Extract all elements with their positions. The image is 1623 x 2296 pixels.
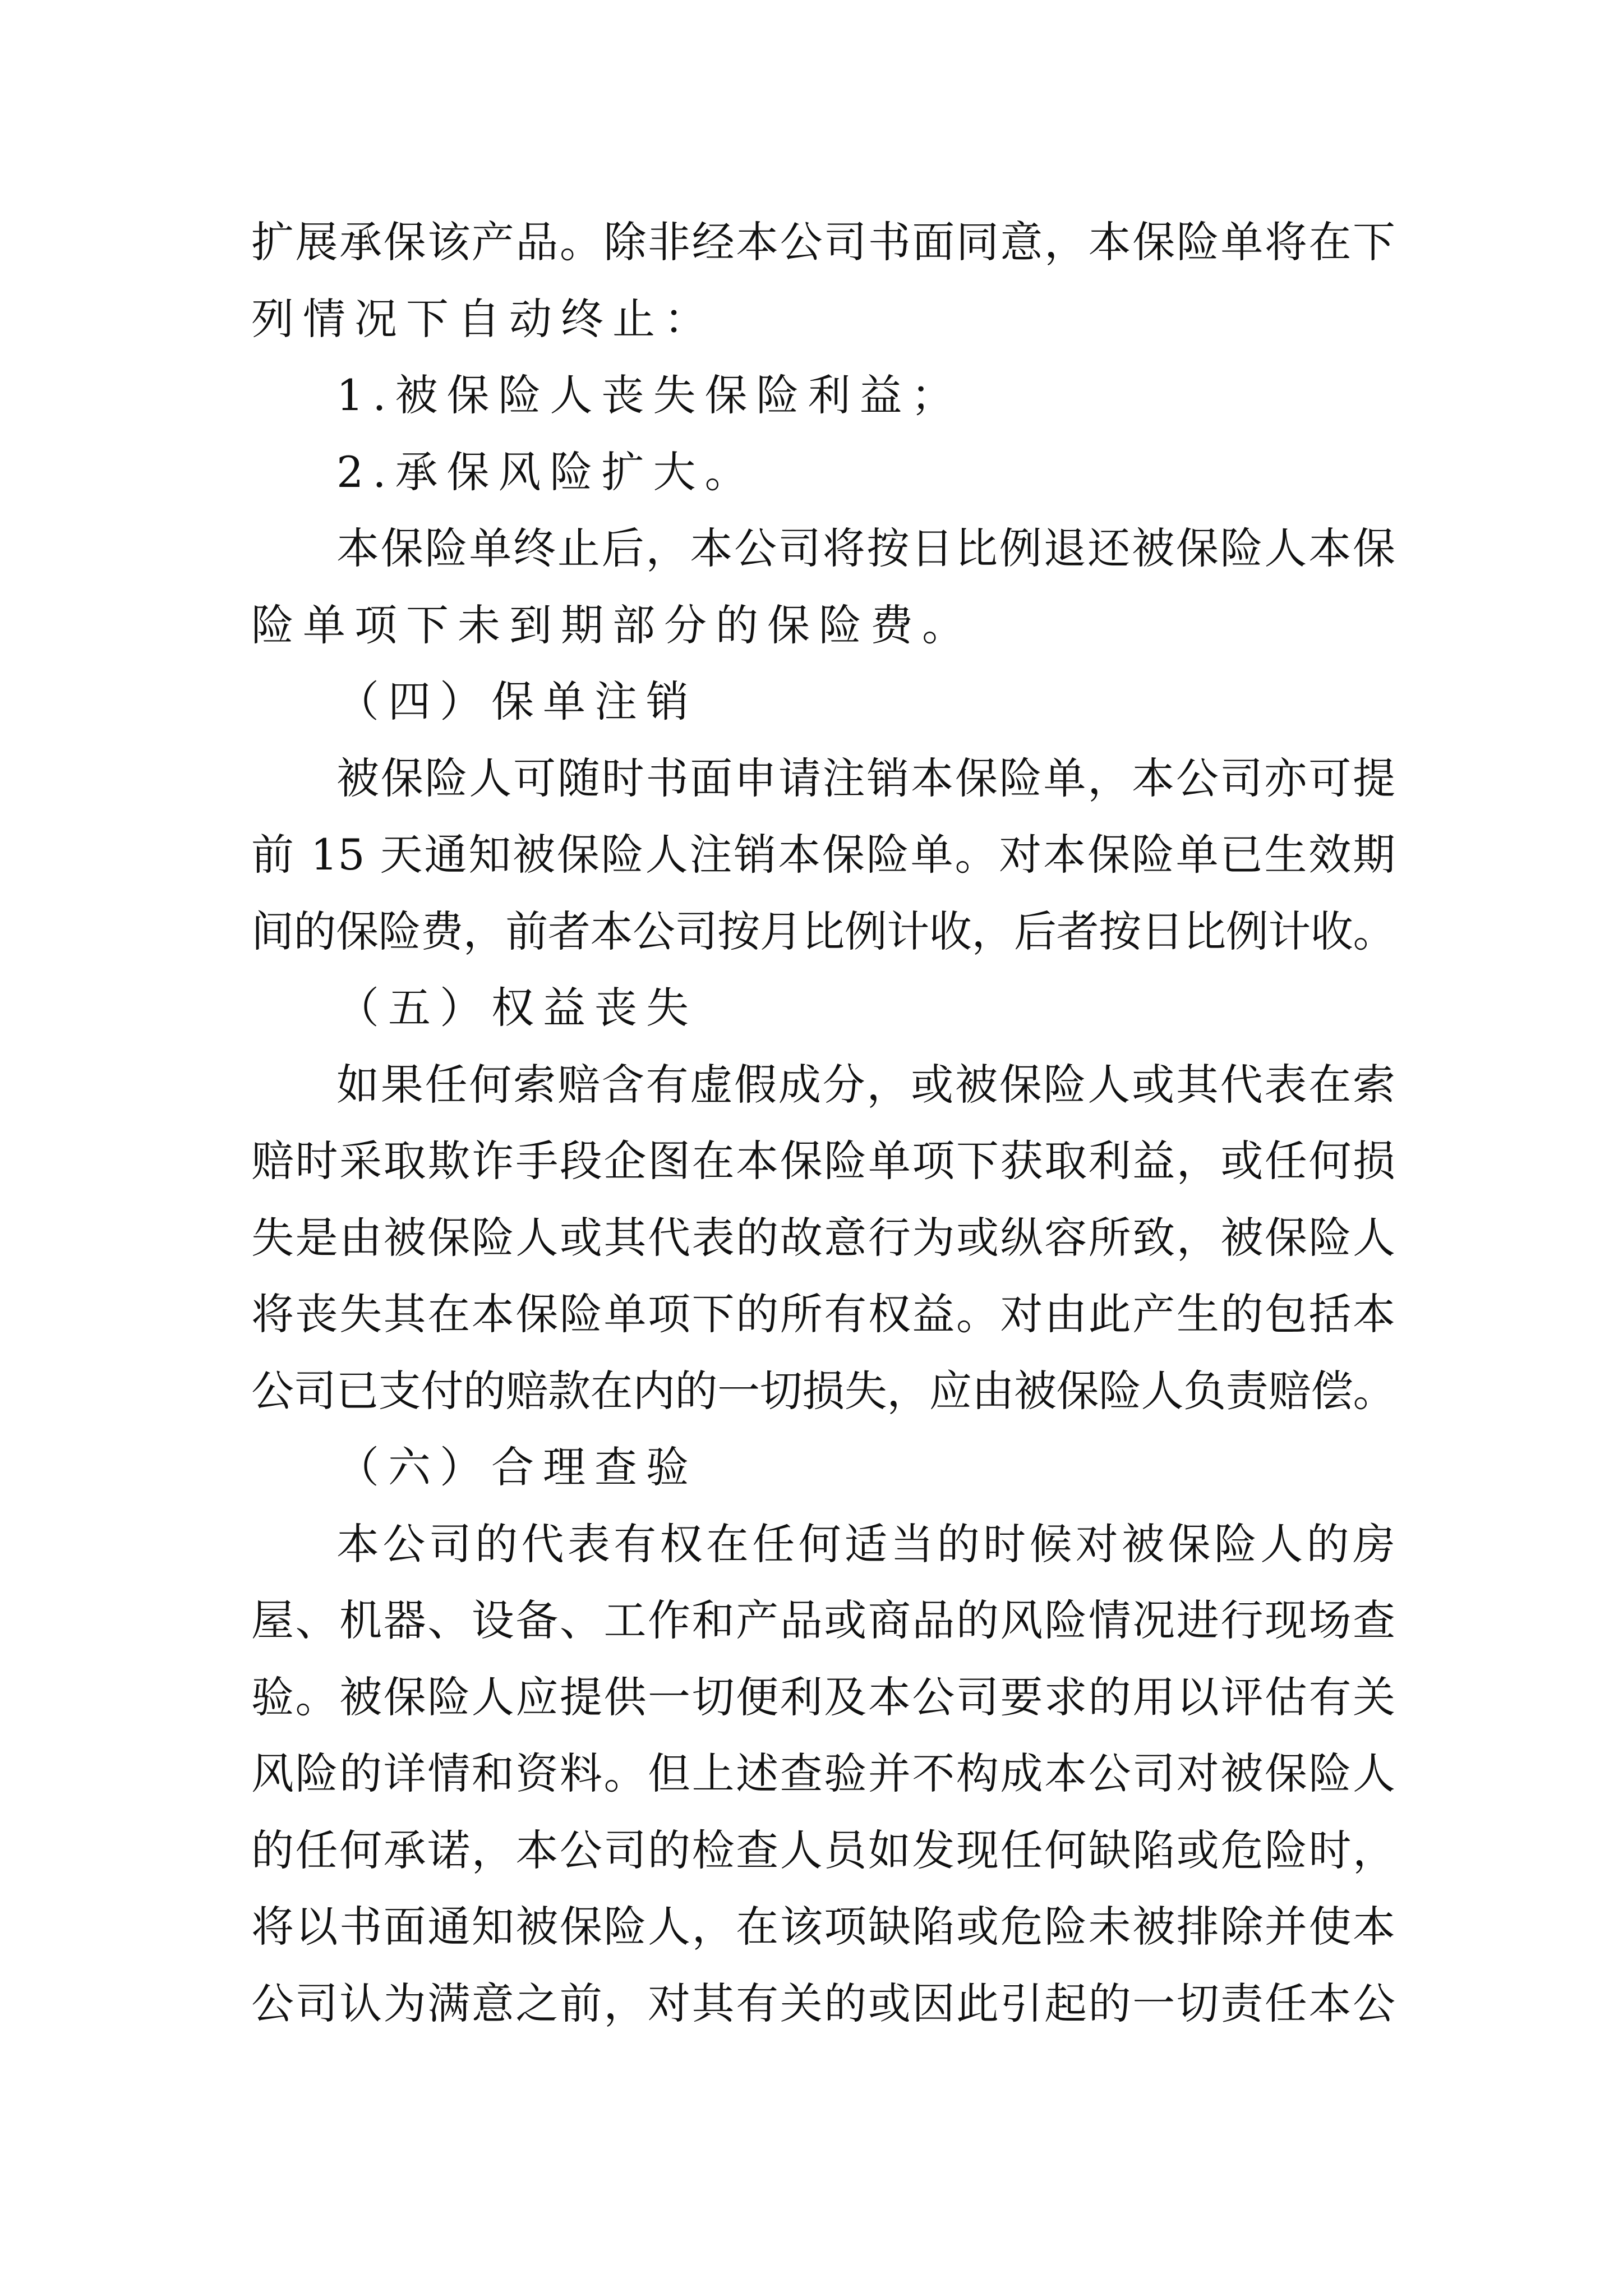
text-line: 验。被保险人应提供一切便利及本公司要求的用以评估有关	[251, 1672, 1395, 1722]
text-line: 本保险单终止后，本公司将按日比例退还被保险人本保	[336, 523, 1395, 573]
text-line: 1.被保险人丧失保险利益；	[336, 370, 963, 420]
text-line: 前 15 天通知被保险人注销本保险单。对本保险单已生效期	[251, 830, 1395, 880]
text-line: 本公司的代表有权在任何适当的时候对被保险人的房	[336, 1519, 1395, 1569]
text-line: 将丧失其在本保险单项下的所有权益。对由此产生的包括本	[251, 1289, 1395, 1339]
text-line: 2.承保风险扩大。	[336, 447, 757, 497]
text-line: 将以书面通知被保险人，在该项缺陷或危险未被排除并使本	[251, 1902, 1395, 1952]
text-line: （四）保单注销	[336, 677, 698, 726]
text-line: 公司认为满意之前，对其有关的或因此引起的一切责任本公	[251, 1978, 1395, 2028]
text-line: （五）权益丧失	[336, 983, 698, 1033]
text-line: 被保险人可随时书面申请注销本保险单，本公司亦可提	[336, 753, 1395, 803]
text-line: 公司已支付的赔款在内的一切损失，应由被保险人负责赔偿。	[251, 1365, 1395, 1416]
text-line: 扩展承保该产品。除非经本公司书面同意，本保险单将在下	[251, 217, 1395, 267]
text-line: 屋、机器、设备、工作和产品或商品的风险情况进行现场查	[251, 1595, 1395, 1645]
text-line: 险单项下未到期部分的保险费。	[251, 600, 974, 650]
text-line: 失是由被保险人或其代表的故意行为或纵容所致，被保险人	[251, 1212, 1395, 1263]
text-line: 列情况下自动终止：	[251, 293, 716, 344]
document-body	[251, 204, 1395, 2042]
text-line: （六）合理查验	[336, 1442, 698, 1492]
text-line: 风险的详情和资料。但上述查验并不构成本公司对被保险人	[251, 1749, 1395, 1798]
text-line: 间的保险费，前者本公司按月比例计收，后者按日比例计收。	[251, 906, 1395, 956]
text-line: 如果任何索赔含有虚假成分，或被保险人或其代表在索	[336, 1059, 1395, 1110]
text-line: 赔时采取欺诈手段企图在本保险单项下获取利益，或任何损	[251, 1136, 1395, 1186]
text-line: 的任何承诺，本公司的检查人员如发现任何缺陷或危险时，	[251, 1825, 1395, 1875]
